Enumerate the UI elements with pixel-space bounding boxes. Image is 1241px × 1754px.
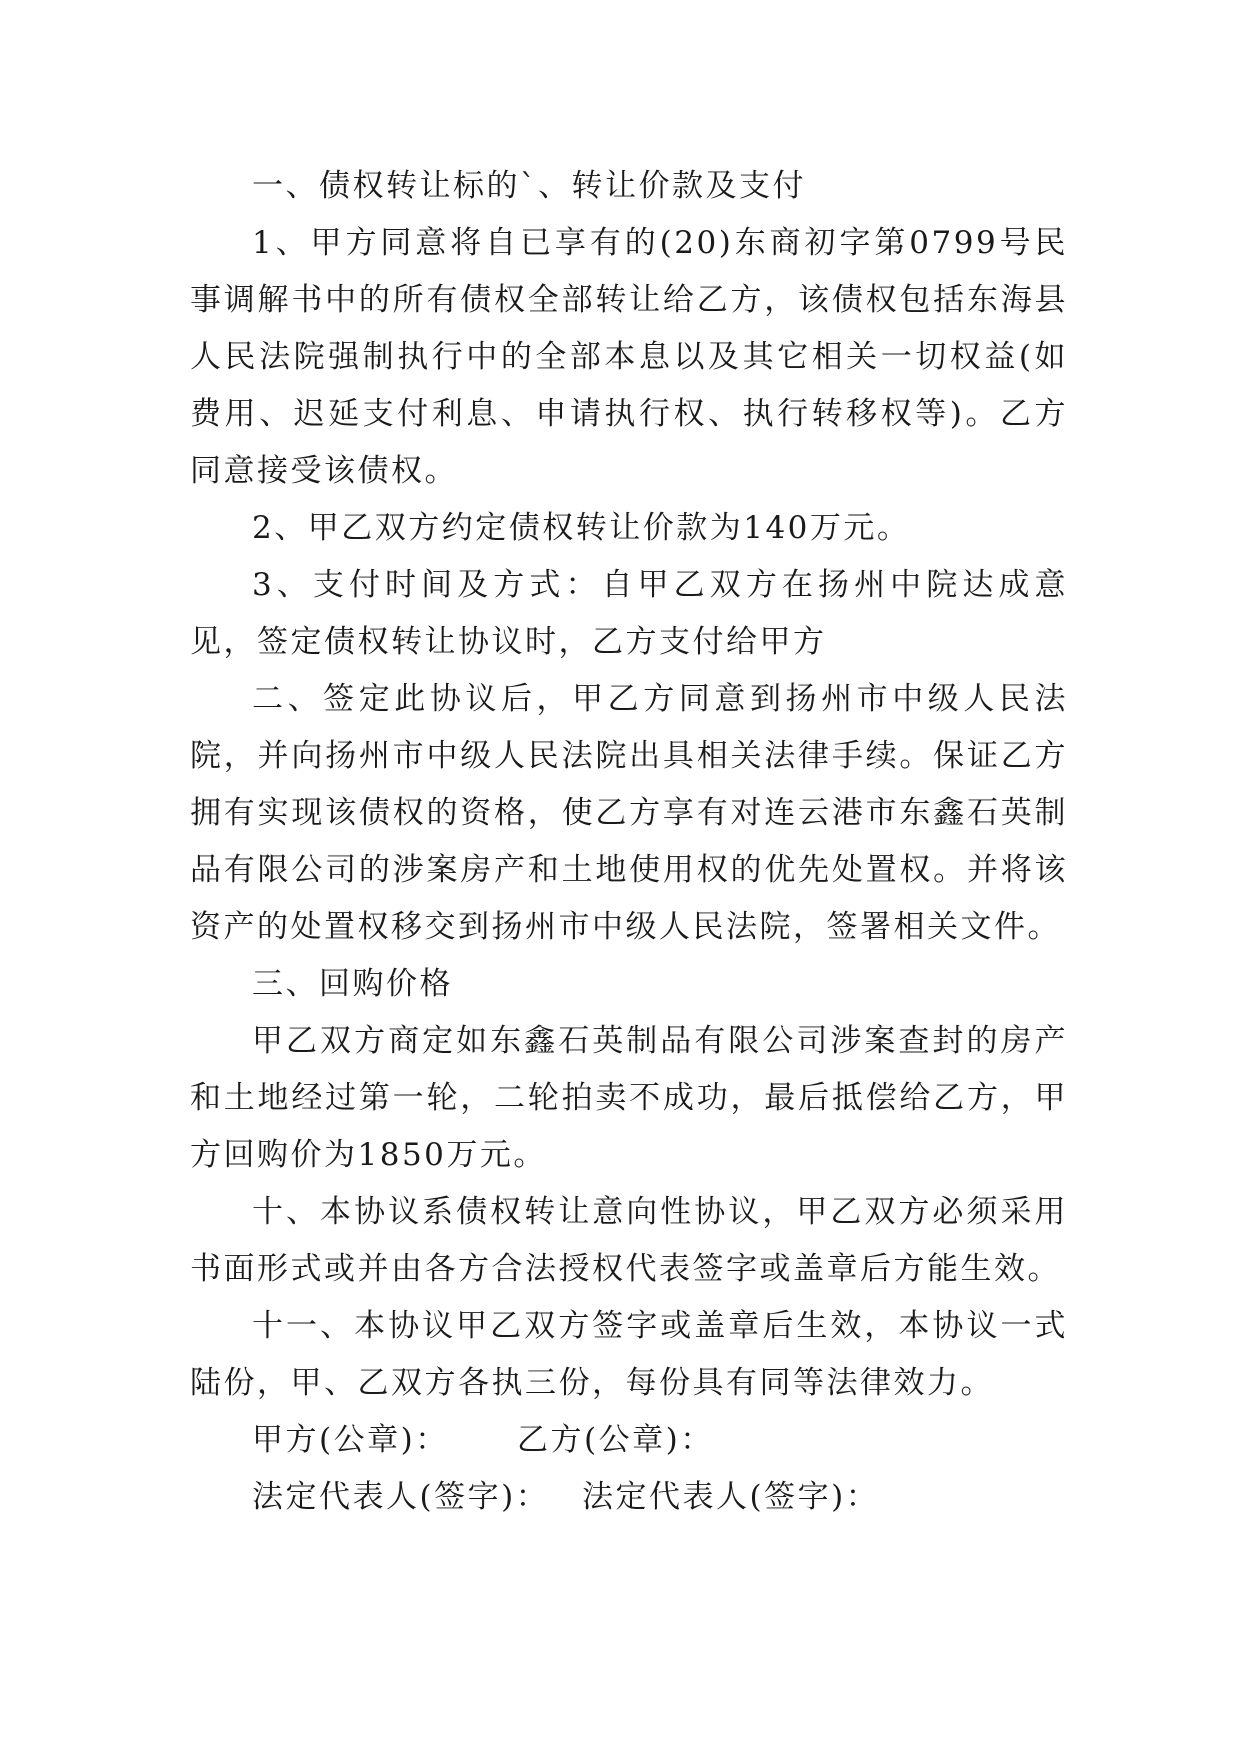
- section-3-heading: 三、回购价格: [252, 966, 453, 1002]
- document-body: [190, 158, 1068, 1526]
- section-1-heading: 一、债权转让标的`、转让价款及支付: [252, 168, 806, 204]
- party-a-rep-label: 法定代表人(签字)：: [252, 1479, 550, 1515]
- section-10: 十、本协议系债权转让意向性协议，甲乙双方必须采用书面形式或并由各方合法授权代表签字或盖章后方能生效。: [190, 1194, 1068, 1287]
- party-b-rep-label: 法定代表人(签字)：: [582, 1479, 880, 1515]
- section-11: 十一、本协议甲乙双方签字或盖章后生效，本协议一式陆份，甲、乙双方各执三份，每份具有同等法律效力。: [190, 1308, 1068, 1401]
- clause-1-3: 3、支付时间及方式：自甲乙双方在扬州中院达成意见，签定债权转让协议时，乙方支付给甲方: [190, 567, 1068, 660]
- party-b-seal-label: 乙方(公章)：: [517, 1422, 714, 1458]
- representative-row: [190, 1469, 1068, 1526]
- seal-row: [190, 1412, 1068, 1469]
- section-3-body: 甲乙双方商定如东鑫石英制品有限公司涉案查封的房产和土地经过第一轮，二轮拍卖不成功，最后抵偿给乙方，甲方回购价为1850万元。: [190, 1023, 1068, 1173]
- party-a-seal-label: 甲方(公章)：: [252, 1422, 449, 1458]
- clause-1-2: 2、甲乙双方约定债权转让价款为140万元。: [252, 510, 911, 546]
- clause-1-1: 1、甲方同意将自已享有的(20)东商初字第0799号民事调解书中的所有债权全部转让给乙方，该债权包括东海县人民法院强制执行中的全部本息以及其它相关一切权益(如费用、迟延支付利息、申请执行权、执行转移权等)。乙方同意接受该债权。: [190, 225, 1068, 489]
- section-2: 二、签定此协议后，甲乙方同意到扬州市中级人民法院，并向扬州市中级人民法院出具相关法律手续。保证乙方拥有实现该债权的资格，使乙方享有对连云港市东鑫石英制品有限公司的涉案房产和土地使用权的优先处置权。并将该资产的处置权移交到扬州市中级人民法院，签署相关文件。: [190, 681, 1068, 945]
